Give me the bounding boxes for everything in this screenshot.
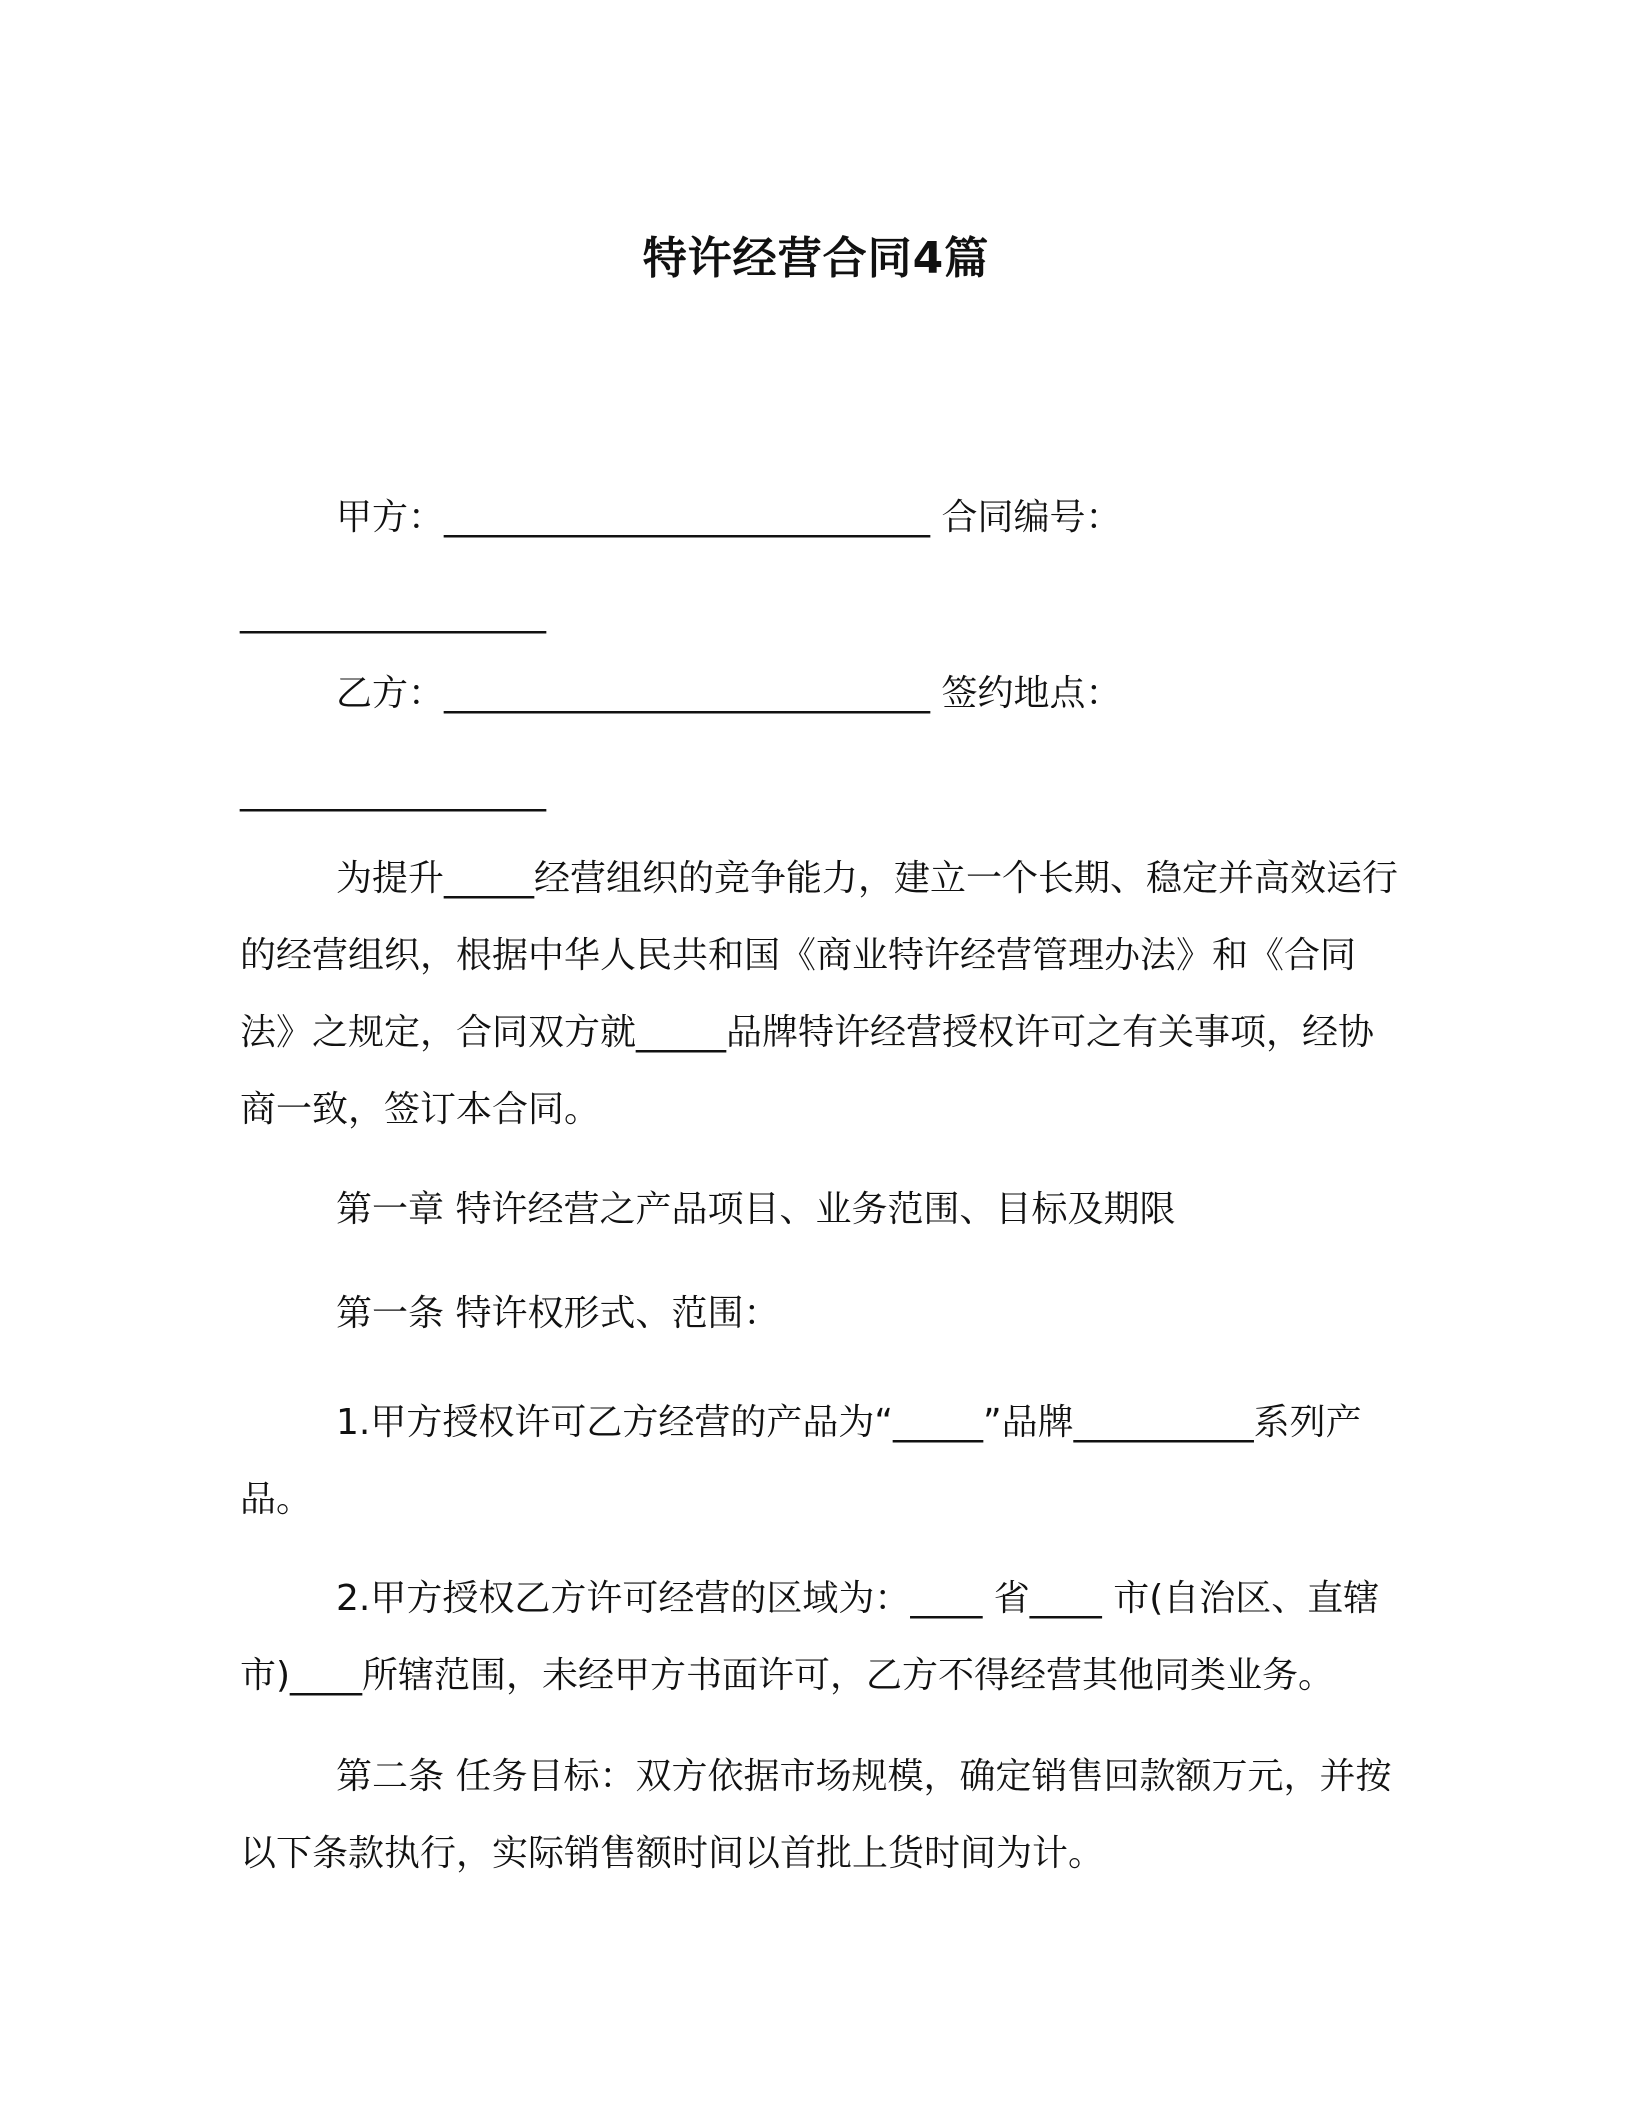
intro-paragraph: 为提升_____经营组织的竞争能力，建立一个长期、稳定并高效运行的经营组织，根据中华人民共和国《商业特许经营管理办法》和《合同法》之规定，合同双方就_____品牌特许经营授权许可之有关事项，经协商一致，签订本合同。	[240, 858, 1399, 1130]
party-a-line: 甲方：___________________________ 合同编号：	[336, 497, 1122, 538]
party-b-line: 乙方：___________________________ 签约地点：	[336, 673, 1122, 714]
article-two-paragraph: 第二条 任务目标：双方依据市场规模，确定销售回款额万元，并按以下条款执行，实际销售额时间以首批上货时间为计。	[240, 1756, 1392, 1874]
article-one-item-2: 2.甲方授权乙方许可经营的区域为：____ 省____ 市(自治区、直辖市)____所辖范围，未经甲方书面许可，乙方不得经营其他同类业务。	[240, 1578, 1380, 1696]
signing-place-blank: _________________	[240, 771, 546, 812]
article-one-item-1: 1.甲方授权许可乙方经营的产品为“_____”品牌__________系列产品。	[240, 1402, 1362, 1520]
contract-number-blank: _________________	[240, 593, 546, 634]
document-title: 特许经营合同4篇	[642, 233, 990, 284]
article-one-heading: 第一条 特许权形式、范围：	[336, 1293, 780, 1334]
chapter-one-heading: 第一章 特许经营之产品项目、业务范围、目标及期限	[336, 1189, 1176, 1230]
